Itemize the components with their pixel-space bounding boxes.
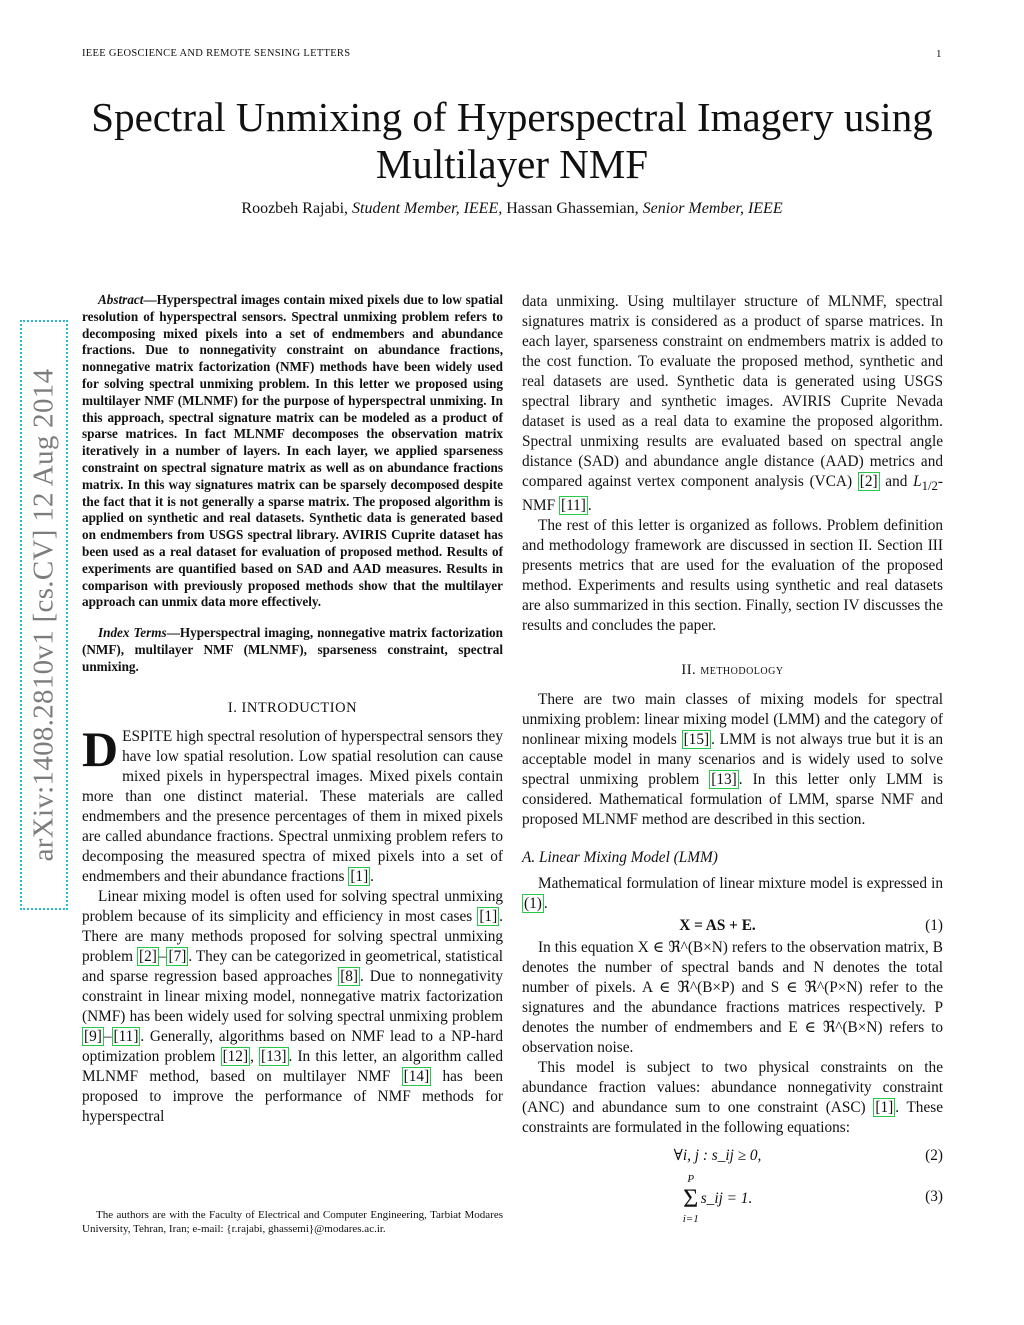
lmm-paragraph-2: In this equation X ∈ ℜ^(B×N) refers to the observation matrix, B denotes the number of spectral bands and N denotes the total number of pixels. A ∈ ℜ^(B×P) and S ∈ ℜ^(P×N) refer to the signatures and the abundance fractions matrices respectively. P denotes the number of endmembers and E ∈ ℜ^(B×N) refers to observation noise. — [522, 939, 943, 1057]
abstract-text: —Hyperspectral images contain mixed pixels due to low spatial resolution of hyperspectral sensors. Spectral unmixing problem refers to decomposing mixed pixels into a set of endmembers and abundance fractions. Due to nonnegativity constraint on abundance fractions, nonnegative matrix factorization (NMF) methods have been widely used for solving spectral unmixing problem. In this letter we proposed using multilayer NMF (MLNMF) for the purpose of hyperspectral unmixing. In this approach, spectral signature matrix can be modeled as a product of sparse matrices. In fact MLNMF decomposes the observation matrix iteratively in a number of layers. In each layer, we applied sparseness constraint on spectral signature matrix as well as on abundance fractions matrix. In this way signatures matrix can be sparsely decomposed despite the fact that it is not generally a sparse matrix. The proposed algorithm is applied on synthetic and real datasets. Synthetic data is generated based on endmembers from USGS spectral library. AVIRIS Cuprite dataset has been used as a real dataset for evaluation of proposed method. Results of experiments are quantified based on SAD and AAD measures. Results in comparison with previously proposed methods show that the multilayer approach can unmix data more effectively. — [82, 292, 503, 610]
equation-3-body: P Σ i=1 s_ij = 1. — [682, 1173, 753, 1226]
introduction-body — [82, 720, 504, 1127]
citation-link[interactable]: [1] — [350, 867, 369, 885]
right-column — [522, 292, 943, 1228]
equation-1 — [522, 916, 943, 936]
lmm-paragraph-3: This model is subject to two physical constraints on the abundance fraction values: abundance nonnegativity constraint (ANC) and abundance sum to one constraint (ASC) [1] . These constraints are formulated in the following equations: — [522, 1059, 943, 1137]
equation-1-number: (1) — [925, 917, 943, 935]
methodology-paragraph: There are two main classes of mixing models for spectral unmixing problem: linear mixing model (LMM) and the category of nonlinear mixing models [15] . LMM is not always true but it is an acceptable model in many scenarios and is widely used to solve spectral unmixing problem [13] . In this letter only LMM is considered. Mathematical formulation of LMM, sparse NMF and proposed MLNMF method are described in this section. — [522, 691, 944, 829]
citation-link[interactable]: [9] — [84, 1027, 102, 1045]
citation-link[interactable]: [13] — [261, 1047, 287, 1065]
author-1: Roozbeh Rajabi, — [241, 200, 349, 217]
abstract — [82, 292, 503, 611]
author-1-role: Student Member, IEEE, — [352, 200, 503, 217]
citation-link[interactable]: [13] — [711, 771, 737, 789]
index-terms-label: Index Terms — [98, 625, 167, 641]
intro-paragraph-2: Linear mixing model is often used for solving spectral unmixing problem because of its simplicity and efficiency in most cases [1] . There are many methods proposed for solving spectral unmixing problem [2] – [7] . They can be categorized in geometrical, statistical and sparse regression based approaches [8] . Due to nonnegativity constraint in linear mixing model, nonnegative matrix factorization (NMF) has been widely used for solving spectral unmixing problem [9] – [11] . Generally, algorithms based on NMF lead to a NP-hard optimization problem [12] , [13] . In this letter, an algorithm called MLNMF method, based on multilayer NMF [14] has been proposed to improve the performance of NMF methods for hyperspectral — [82, 887, 504, 1125]
intro-paragraph-1: DESPITE high spectral resolution of hyperspectral sensors they have low spatial resolution. Low spatial resolution can cause mixed pixels in hyperspectral images. Mixed pixels contain more than one distinct material. These materials are called endmembers and the presence percentages of them in mixed pixels are called abundance fractions. Spectral unmixing problem refers to decomposing the measured spectra of mixed pixels into a set of endmembers and their abundance fractions [1] . — [82, 720, 503, 885]
citation-link[interactable]: [7] — [168, 947, 187, 965]
right-paragraph-2: The rest of this letter is organized as follows. Problem definition and methodology framework are discussed in section II. Section III presents metrics that are used for the evaluation of the proposed method. Experiments and results using synthetic and real datasets are also summarized in this section. Finally, section IV discusses the results and concludes the paper. — [522, 517, 943, 635]
citation-link[interactable]: [15] — [683, 731, 710, 749]
abstract-label: Abstract — [98, 292, 144, 307]
citation-link[interactable]: [1] — [875, 1099, 894, 1117]
subsection-lmm-heading: A. Linear Mixing Model (LMM) — [522, 849, 718, 867]
citation-link[interactable]: [8] — [340, 967, 359, 985]
dropcap: D — [82, 720, 119, 777]
author-2: Hassan Ghassemian, — [506, 200, 639, 217]
citation-link[interactable]: [12] — [222, 1047, 249, 1065]
page-number: 1 — [936, 48, 942, 60]
citation-link[interactable]: [2] — [859, 473, 878, 490]
equation-link[interactable]: (1) — [524, 895, 542, 913]
equation-2-body: ∀i, j : s_ij ≥ 0, — [673, 1147, 762, 1165]
arxiv-stamp-text[interactable]: arXiv:1408.2810v1 [cs.CV] 12 Aug 2014 — [27, 368, 60, 862]
index-terms — [82, 625, 503, 675]
footnote: The authors are with the Faculty of Electrical and Computer Engineering, Tarbiat Modares University, Tehran, Iran; e-mail: {r.rajabi, ghassemi}@modares.ac.ir. — [82, 1209, 503, 1235]
left-column — [82, 292, 503, 1127]
index-terms-text: —Hyperspectral imaging, nonnegative matrix factorization (NMF), multilayer NMF (MLNMF), sparseness constraint, spectral unmixing. — [82, 625, 503, 674]
summation-symbol: P Σ i=1 — [682, 1173, 699, 1226]
equation-3 — [522, 1168, 943, 1226]
equation-3-number: (3) — [925, 1188, 943, 1206]
paper-title: Spectral Unmixing of Hyperspectral Imagery using Multilayer NMF — [91, 94, 933, 187]
equation-2 — [522, 1146, 943, 1166]
lmm-paragraph-1: Mathematical formulation of linear mixture model is expressed in (1) . — [524, 875, 943, 913]
right-paragraph-1: data unmixing. Using multilayer structure of MLNMF, spectral signatures matrix is considered as a product of sparse matrices. In each layer, sparseness constraint on endmembers matrix is added to the cost function. To evaluate the proposed method, synthetic and real datasets are used. Synthetic data is generated using USGS spectral library and synthetic images. AVIRIS Cuprite Nevada dataset is used as a real data to examine the proposed algorithm. Spectral unmixing results are evaluated based on spectral angle distance (SAD) and abundance angle distance (AAD) metrics and compared against vertex component analysis (VCA) [2] and $L_{1/2}$-NMF [11] . — [522, 293, 943, 515]
section-methodology-heading: II. methodology — [681, 662, 784, 679]
citation-link[interactable]: [2] — [138, 947, 157, 965]
author-line — [60, 200, 964, 218]
citation-link[interactable]: [14] — [403, 1067, 430, 1085]
author-2-role: Senior Member, IEEE — [642, 200, 783, 217]
citation-link[interactable]: [11] — [113, 1027, 139, 1045]
running-head: IEEE GEOSCIENCE AND REMOTE SENSING LETTERS — [82, 48, 351, 59]
citation-link[interactable]: [11] — [560, 497, 586, 515]
section-introduction-heading: I. INTRODUCTION — [227, 699, 358, 716]
arxiv-stamp[interactable] — [20, 320, 68, 910]
equation-2-number: (2) — [925, 1147, 943, 1165]
equation-1-body: X = AS + E. — [679, 917, 756, 935]
citation-link[interactable]: [1] — [479, 907, 498, 925]
